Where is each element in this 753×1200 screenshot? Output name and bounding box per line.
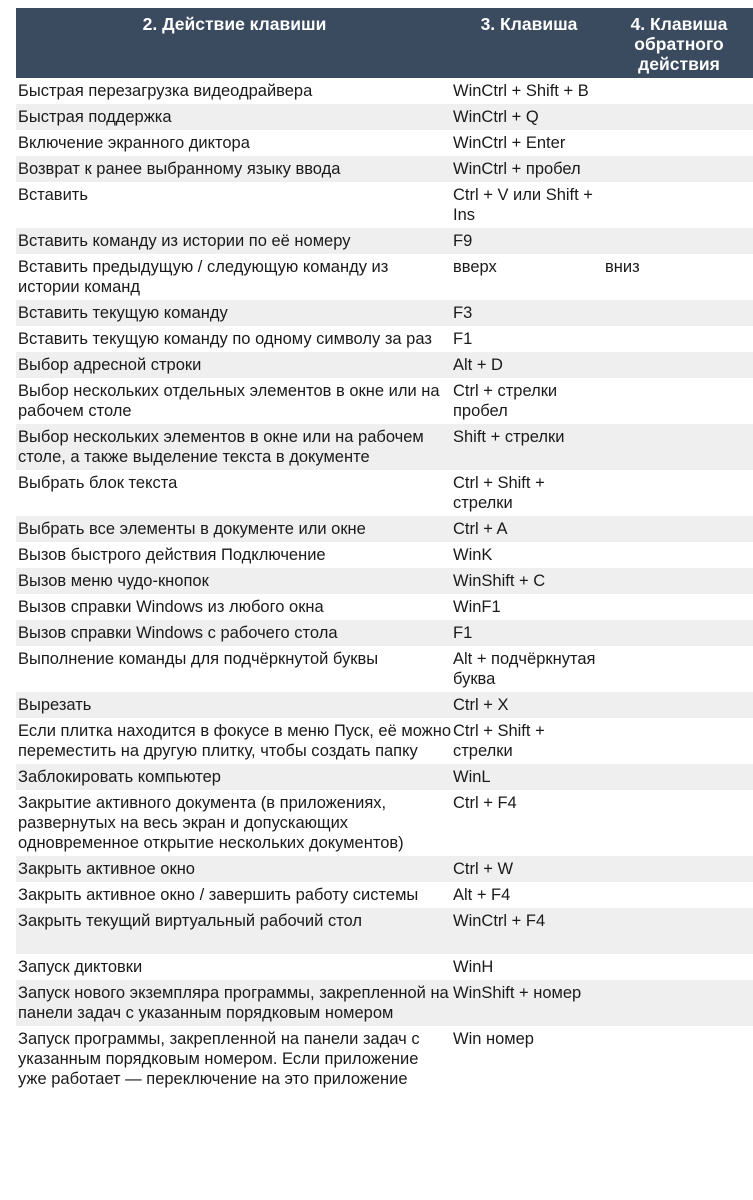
reverse-key-cell: [605, 764, 753, 790]
key-cell: F3: [453, 300, 605, 326]
reverse-key-cell: [605, 470, 753, 516]
table-row: [16, 300, 753, 326]
key-cell: F1: [453, 326, 605, 352]
action-cell: Вызов справки Windows из любого окна: [16, 594, 453, 620]
table-row: [16, 470, 753, 516]
action-cell: Запуск программы, закрепленной на панели задач с указанным порядковым номером. Если приложение уже работает — переключение на это приложение: [16, 1026, 453, 1092]
reverse-key-cell: [605, 78, 753, 104]
table-row: [16, 646, 753, 692]
reverse-key-cell: [605, 130, 753, 156]
reverse-key-cell: [605, 156, 753, 182]
table-row: [16, 156, 753, 182]
table-row: [16, 790, 753, 856]
action-cell: Закрыть активное окно / завершить работу системы: [16, 882, 453, 908]
action-cell: Вставить: [16, 182, 453, 228]
reverse-key-cell: [605, 954, 753, 980]
key-cell: WinCtrl + Shift + B: [453, 78, 605, 104]
key-cell: Ctrl + Shift + стрелки: [453, 470, 605, 516]
action-cell: Возврат к ранее выбранному языку ввода: [16, 156, 453, 182]
key-cell: вверх: [453, 254, 605, 300]
key-cell: Ctrl + V или Shift + Ins: [453, 182, 605, 228]
reverse-key-cell: [605, 352, 753, 378]
reverse-key-cell: вниз: [605, 254, 753, 300]
key-cell: WinK: [453, 542, 605, 568]
key-cell: Ctrl + A: [453, 516, 605, 542]
reverse-key-cell: [605, 646, 753, 692]
table-row: [16, 254, 753, 300]
action-cell: Вставить команду из истории по её номеру: [16, 228, 453, 254]
action-cell: Выполнение команды для подчёркнутой буквы: [16, 646, 453, 692]
key-cell: Alt + F4: [453, 882, 605, 908]
key-cell: Ctrl + F4: [453, 790, 605, 856]
action-cell: Вызов быстрого действия Подключение: [16, 542, 453, 568]
key-cell: Ctrl + Shift + стрелки: [453, 718, 605, 764]
key-cell: WinShift + номер: [453, 980, 605, 1026]
reverse-key-cell: [605, 1026, 753, 1092]
key-cell: WinShift + C: [453, 568, 605, 594]
table-row: [16, 130, 753, 156]
table-row: [16, 568, 753, 594]
reverse-key-cell: [605, 882, 753, 908]
key-cell: WinL: [453, 764, 605, 790]
table-row: [16, 424, 753, 470]
reverse-key-cell: [605, 542, 753, 568]
table-body: [16, 78, 753, 1092]
reverse-key-cell: [605, 516, 753, 542]
table-row: [16, 378, 753, 424]
key-cell: WinCtrl + Q: [453, 104, 605, 130]
action-cell: Включение экранного диктора: [16, 130, 453, 156]
table-row: [16, 980, 753, 1026]
key-cell: WinCtrl + пробел: [453, 156, 605, 182]
reverse-key-cell: [605, 228, 753, 254]
action-cell: Быстрая поддержка: [16, 104, 453, 130]
reverse-key-cell: [605, 908, 753, 954]
action-cell: Вырезать: [16, 692, 453, 718]
table-row: [16, 594, 753, 620]
table-row: [16, 228, 753, 254]
action-cell: Выбор нескольких элементов в окне или на рабочем столе, а также выделение текста в документе: [16, 424, 453, 470]
key-cell: Ctrl + X: [453, 692, 605, 718]
action-cell: Заблокировать компьютер: [16, 764, 453, 790]
table-row: [16, 908, 753, 954]
table-row: [16, 182, 753, 228]
action-cell: Вставить предыдущую / следующую команду из истории команд: [16, 254, 453, 300]
table-header: [16, 8, 753, 78]
reverse-key-cell: [605, 594, 753, 620]
action-cell: Вставить текущую команду: [16, 300, 453, 326]
table-row: [16, 882, 753, 908]
reverse-key-cell: [605, 326, 753, 352]
action-cell: Выбрать все элементы в документе или окне: [16, 516, 453, 542]
action-cell: Закрыть текущий виртуальный рабочий стол: [16, 908, 453, 954]
table-row: [16, 692, 753, 718]
key-cell: F9: [453, 228, 605, 254]
action-cell: Закрытие активного документа (в приложениях, развернутых на весь экран и допускающих одновременное открытие нескольких документов): [16, 790, 453, 856]
table-row: [16, 954, 753, 980]
action-cell: Закрыть активное окно: [16, 856, 453, 882]
action-cell: Выбрать блок текста: [16, 470, 453, 516]
table-row: [16, 516, 753, 542]
header-reverse-key: 4. Клавиша обратного действия: [605, 8, 753, 78]
action-cell: Вставить текущую команду по одному символу за раз: [16, 326, 453, 352]
reverse-key-cell: [605, 424, 753, 470]
table-row: [16, 542, 753, 568]
table-row: [16, 856, 753, 882]
action-cell: Вызов меню чудо-кнопок: [16, 568, 453, 594]
key-cell: Win номер: [453, 1026, 605, 1092]
header-row: [16, 8, 753, 78]
header-key: 3. Клавиша: [453, 8, 605, 78]
action-cell: Вызов справки Windows с рабочего стола: [16, 620, 453, 646]
key-cell: WinH: [453, 954, 605, 980]
table-row: [16, 1026, 753, 1092]
reverse-key-cell: [605, 568, 753, 594]
table-row: [16, 352, 753, 378]
table-row: [16, 620, 753, 646]
reverse-key-cell: [605, 692, 753, 718]
key-cell: WinCtrl + Enter: [453, 130, 605, 156]
reverse-key-cell: [605, 300, 753, 326]
reverse-key-cell: [605, 104, 753, 130]
table-row: [16, 764, 753, 790]
reverse-key-cell: [605, 620, 753, 646]
reverse-key-cell: [605, 718, 753, 764]
key-cell: Alt + подчёркнутая буква: [453, 646, 605, 692]
key-cell: F1: [453, 620, 605, 646]
action-cell: Быстрая перезагрузка видеодрайвера: [16, 78, 453, 104]
key-cell: WinCtrl + F4: [453, 908, 605, 954]
table-row: [16, 104, 753, 130]
reverse-key-cell: [605, 182, 753, 228]
key-cell: Ctrl + W: [453, 856, 605, 882]
action-cell: Выбор нескольких отдельных элементов в окне или на рабочем столе: [16, 378, 453, 424]
table-row: [16, 78, 753, 104]
action-cell: Если плитка находится в фокусе в меню Пуск, её можно переместить на другую плитку, чтобы создать папку: [16, 718, 453, 764]
table-row: [16, 326, 753, 352]
table-row: [16, 718, 753, 764]
header-action: 2. Действие клавиши: [16, 8, 453, 78]
key-cell: Shift + стрелки: [453, 424, 605, 470]
key-cell: Ctrl + стрелки пробел: [453, 378, 605, 424]
reverse-key-cell: [605, 378, 753, 424]
key-cell: Alt + D: [453, 352, 605, 378]
key-cell: WinF1: [453, 594, 605, 620]
action-cell: Запуск нового экземпляра программы, закрепленной на панели задач с указанным порядковым номером: [16, 980, 453, 1026]
shortcuts-table: [16, 8, 753, 1092]
action-cell: Выбор адресной строки: [16, 352, 453, 378]
reverse-key-cell: [605, 980, 753, 1026]
reverse-key-cell: [605, 790, 753, 856]
action-cell: Запуск диктовки: [16, 954, 453, 980]
reverse-key-cell: [605, 856, 753, 882]
